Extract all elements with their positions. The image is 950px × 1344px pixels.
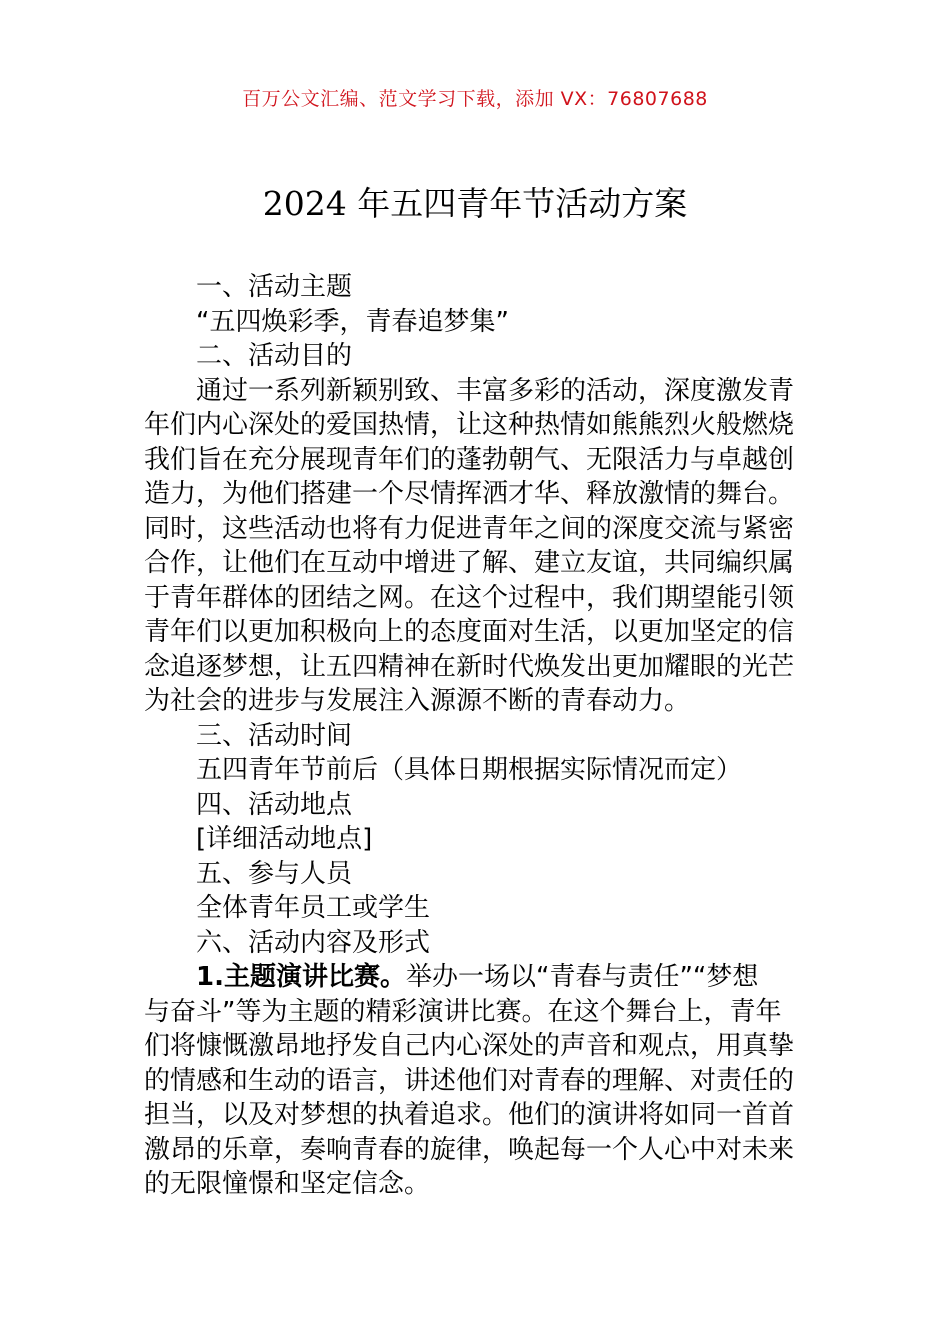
text-line: 们将慷慨激昂地抒发自己内心深处的声音和观点，用真挚 (144, 1031, 795, 1061)
watermark-header: 百万公文汇编、范文学习下载，添加 VX：76807688 (242, 88, 708, 110)
text-line: 与奋斗”等为主题的精彩演讲比赛。在这个舞台上，青年 (144, 996, 782, 1027)
section-heading: 五、参与人员 (196, 858, 353, 889)
section-text: [详细活动地点] (196, 824, 373, 854)
text-line: 青年们以更加积极向上的态度面对生活，以更加坚定的信 (144, 617, 795, 647)
section-heading: 一、活动主题 (196, 272, 353, 302)
item-first-line (144, 960, 808, 995)
item-title: 1.主题演讲比赛。 (196, 962, 406, 992)
text-line: 同时，这些活动也将有力促进青年之间的深度交流与紧密 (144, 513, 795, 544)
text-line: 年们内心深处的爱国热情，让这种热情如熊熊烈火般燃烧 (144, 410, 795, 440)
section-heading: 三、活动时间 (196, 720, 353, 751)
document-title: 2024 年五四青年节活动方案 (262, 184, 688, 223)
text-line: 的无限憧憬和坚定信念。 (144, 1169, 431, 1199)
section-text: “五四焕彩季，青春追梦集” (196, 306, 509, 337)
text-line: 我们旨在充分展现青年们的蓬勃朝气、无限活力与卓越创 (144, 444, 795, 475)
text-line: 念追逐梦想，让五四精神在新时代焕发出更加耀眼的光芒 (144, 651, 795, 682)
text-line: 通过一系列新颖别致、丰富多彩的活动，深度激发青 (196, 375, 795, 406)
item-text: 举办一场以“青春与责任”“梦想 (405, 962, 759, 992)
section-heading: 四、活动地点 (196, 789, 353, 820)
text-line: 于青年群体的团结之网。在这个过程中，我们期望能引领 (144, 582, 795, 613)
text-line: 合作，让他们在互动中增进了解、建立友谊，共同编织属 (144, 548, 795, 578)
document-body (144, 270, 808, 1202)
section-text: 全体青年员工或学生 (196, 893, 431, 923)
section-text: 五四青年节前后（具体日期根据实际情况而定） (196, 755, 743, 785)
text-line: 的情感和生动的语言，讲述他们对青春的理解、对责任的 (144, 1065, 795, 1096)
text-line: 担当，以及对梦想的执着追求。他们的演讲将如同一首首 (144, 1100, 795, 1130)
text-line: 激昂的乐章，奏响青春的旋律，唤起每一个人心中对未来 (144, 1134, 795, 1165)
section-heading: 二、活动目的 (196, 341, 353, 371)
section-heading: 六、活动内容及形式 (196, 927, 431, 958)
text-line: 造力，为他们搭建一个尽情挥洒才华、释放激情的舞台。 (144, 479, 795, 509)
text-line: 为社会的进步与发展注入源源不断的青春动力。 (144, 686, 691, 716)
